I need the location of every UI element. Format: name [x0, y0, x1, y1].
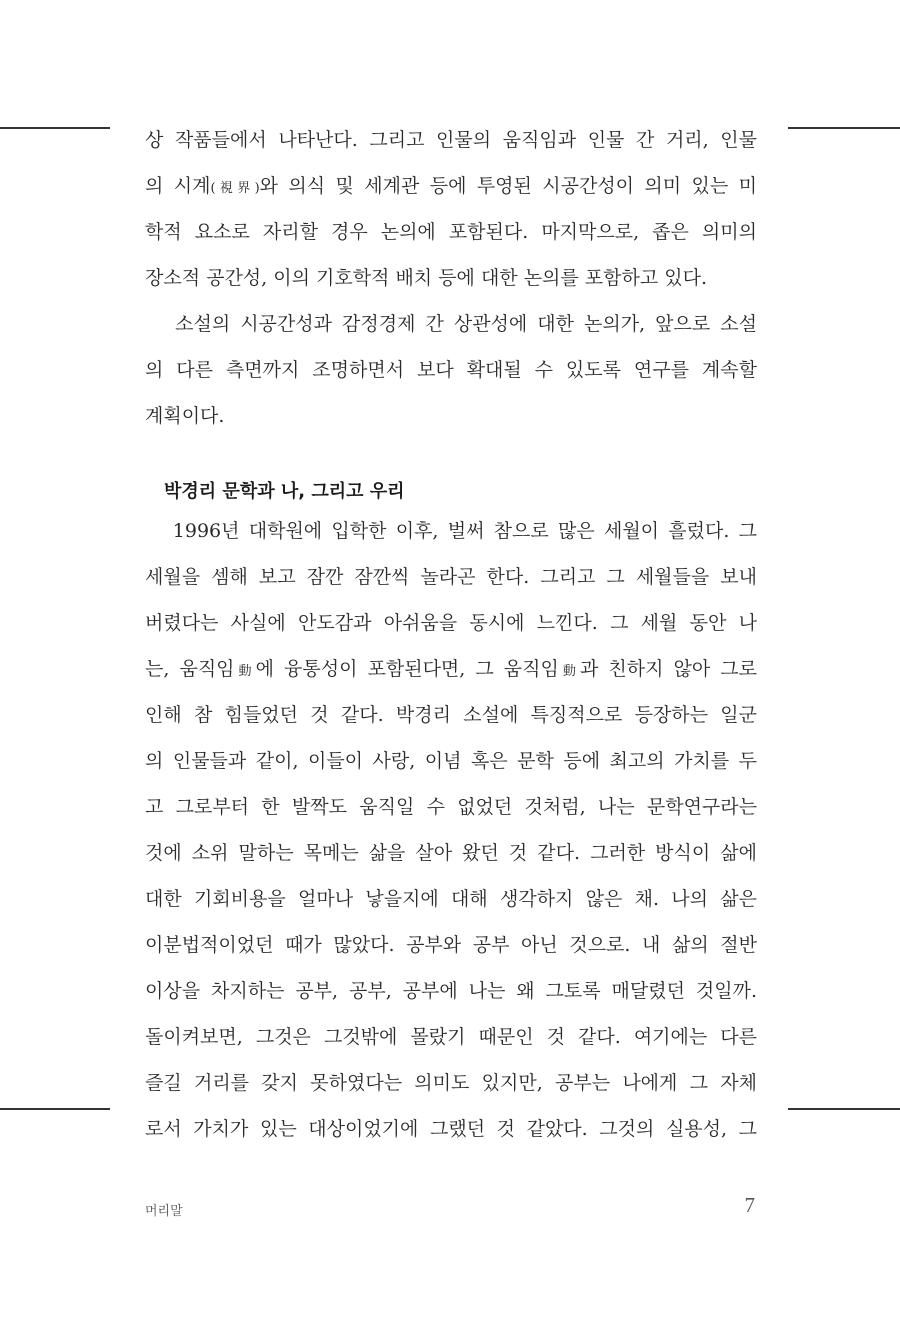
bottom-right-rule — [788, 1108, 900, 1110]
intro-text-block — [145, 117, 757, 439]
text-line: 즐길 거리를 갖지 못하였다는 의미도 있지만, 공부는 나에게 그 자체 — [145, 1072, 757, 1094]
text-line: 소설의 시공간성과 감정경제 간 상관성에 대한 논의가, 앞으로 소설 — [145, 313, 757, 335]
text-line: 세월을 셈해 보고 잠깐 잠깐씩 놀라곤 한다. 그리고 그 세월들을 보내 — [145, 566, 757, 588]
text-line: 1996년 대학원에 입학한 이후, 벌써 참으로 많은 세월이 흘렀다. 그 — [145, 520, 757, 542]
bottom-left-rule — [0, 1108, 110, 1110]
text-line: 계획이다. — [145, 405, 225, 427]
text-line: 돌이켜보면, 그것은 그것밖에 몰랐기 때문인 것 같다. 여기에는 다른 — [145, 1026, 757, 1048]
section-heading: 박경리 문학과 나, 그리고 우리 — [164, 481, 405, 502]
hanja-gloss: (視界) — [210, 181, 260, 196]
hanja-gloss: 動 — [558, 664, 580, 679]
top-left-rule — [0, 127, 110, 129]
body-text-block — [145, 508, 757, 1152]
text-line: 로서 가치가 있는 대상이었기에 그랬던 것 같았다. 그것의 실용성, 그 — [145, 1118, 757, 1140]
text-line: 는, 움직임動에 융통성이 포함된다면, 그 움직임動과 친하지 않아 그로 — [145, 658, 757, 680]
running-footer-section: 머리말 — [145, 1204, 183, 1219]
text-line: 의 다른 측면까지 조명하면서 보다 확대될 수 있도록 연구를 계속할 — [145, 359, 757, 381]
text-line: 것에 소위 말하는 목메는 삶을 살아 왔던 것 같다. 그러한 방식이 삶에 — [145, 842, 757, 864]
text-line: 장소적 공간성, 이의 기호학적 배치 등에 대한 논의를 포함하고 있다. — [145, 267, 707, 289]
text-line: 상 작품들에서 나타난다. 그리고 인물의 움직임과 인물 간 거리, 인물 — [145, 129, 757, 151]
text-line: 이분법적이었던 때가 많았다. 공부와 공부 아닌 것으로. 내 삶의 절반 — [145, 934, 757, 956]
text-line: 인해 참 힘들었던 것 같다. 박경리 소설에 특징적으로 등장하는 일군 — [145, 704, 757, 726]
text-line: 대한 기회비용을 얼마나 낳을지에 대해 생각하지 않은 채. 나의 삶은 — [145, 888, 757, 910]
text-line: 의 시계(視界)와 의식 및 세계관 등에 투영된 시공간성이 의미 있는 미 — [145, 175, 757, 197]
top-right-rule — [788, 127, 900, 129]
text-line: 학적 요소로 자리할 경우 논의에 포함된다. 마지막으로, 좁은 의미의 — [145, 221, 757, 243]
text-line: 고 그로부터 한 발짝도 움직일 수 없었던 것처럼, 나는 문학연구라는 — [145, 796, 757, 818]
page-number: 7 — [744, 1193, 755, 1217]
text-line: 의 인물들과 같이, 이들이 사랑, 이념 혹은 문학 등에 최고의 가치를 두 — [145, 750, 757, 772]
text-line: 버렸다는 사실에 안도감과 아쉬움을 동시에 느낀다. 그 세월 동안 나 — [145, 612, 757, 634]
text-line: 이상을 차지하는 공부, 공부, 공부에 나는 왜 그토록 매달렸던 것일까. — [145, 980, 757, 1002]
hanja-gloss: 動 — [234, 664, 256, 679]
